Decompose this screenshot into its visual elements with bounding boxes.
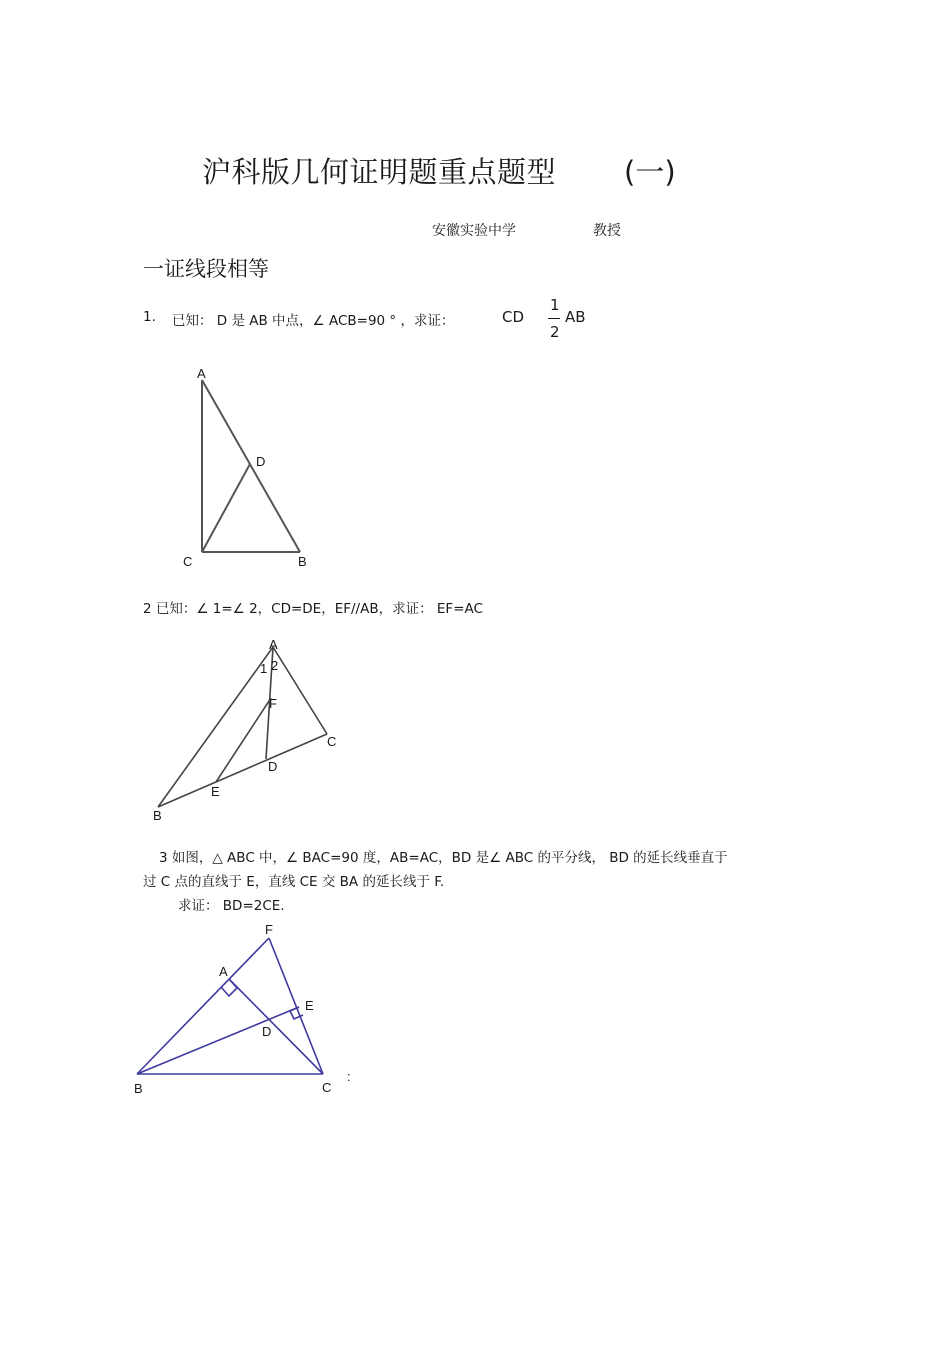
right-angle-mark-a (221, 979, 237, 996)
problem-2-statement: 2 已知：∠ 1=∠ 2，CD=DE，EF//AB，求证： EF=AC (143, 601, 483, 617)
section-heading: 一证线段相等 (143, 257, 269, 281)
problem-3-prove: 求证： BD=2CE. (178, 898, 285, 914)
label-c: C (322, 1080, 332, 1095)
formula-fraction-bar (548, 318, 560, 319)
figure-1 (170, 360, 330, 575)
label-c: C (327, 734, 337, 749)
segment-fc (269, 938, 323, 1074)
label-f: F (269, 696, 277, 711)
label-d: D (262, 1024, 272, 1039)
label-a: A (219, 964, 228, 979)
formula-numerator: 1 (550, 296, 560, 314)
label-angle-1: 1 (260, 661, 268, 676)
label-b: B (153, 808, 162, 823)
page-title: 沪科版几何证明题重点题型 (202, 155, 557, 189)
author-role: 教授 (593, 223, 621, 239)
label-b: B (134, 1081, 143, 1096)
problem-3-statement-line2: 过 C 点的直线于 E，直线 CE 交 BA 的延长线于 F. (143, 874, 445, 890)
segment-cd (202, 464, 250, 552)
problem-1-statement: 已知： D 是 AB 中点，∠ ACB=90 ° ，求证： (172, 313, 455, 329)
label-f: F (265, 922, 273, 937)
label-b: B (298, 554, 307, 569)
label-d: D (268, 759, 278, 774)
label-angle-2: 2 (271, 658, 279, 673)
label-a: A (197, 366, 206, 381)
formula-cd: CD (502, 308, 525, 326)
label-e: E (305, 998, 314, 1013)
label-a: A (269, 637, 278, 652)
segment-bf (137, 938, 272, 1074)
formula-denominator: 2 (550, 323, 560, 341)
segment-ac (229, 979, 323, 1074)
label-d: D (256, 454, 266, 469)
page-title-suffix: (一) (624, 155, 676, 189)
problem-1-number: 1. (143, 309, 156, 325)
formula-ab: AB (565, 308, 586, 326)
segment-ac (273, 647, 327, 734)
label-c: C (183, 554, 193, 569)
label-e: E (211, 784, 220, 799)
figure-2 (145, 630, 355, 830)
segment-be (137, 1007, 299, 1074)
author-school: 安徽实验中学 (432, 223, 516, 239)
figure-3 (125, 915, 365, 1100)
problem-3-statement-line1: 3 如图，△ ABC 中，∠ BAC=90 度，AB=AC，BD 是∠ ABC 的平分线， BD 的延长线垂直于 (159, 850, 728, 866)
trailing-colon: : (347, 1069, 351, 1084)
